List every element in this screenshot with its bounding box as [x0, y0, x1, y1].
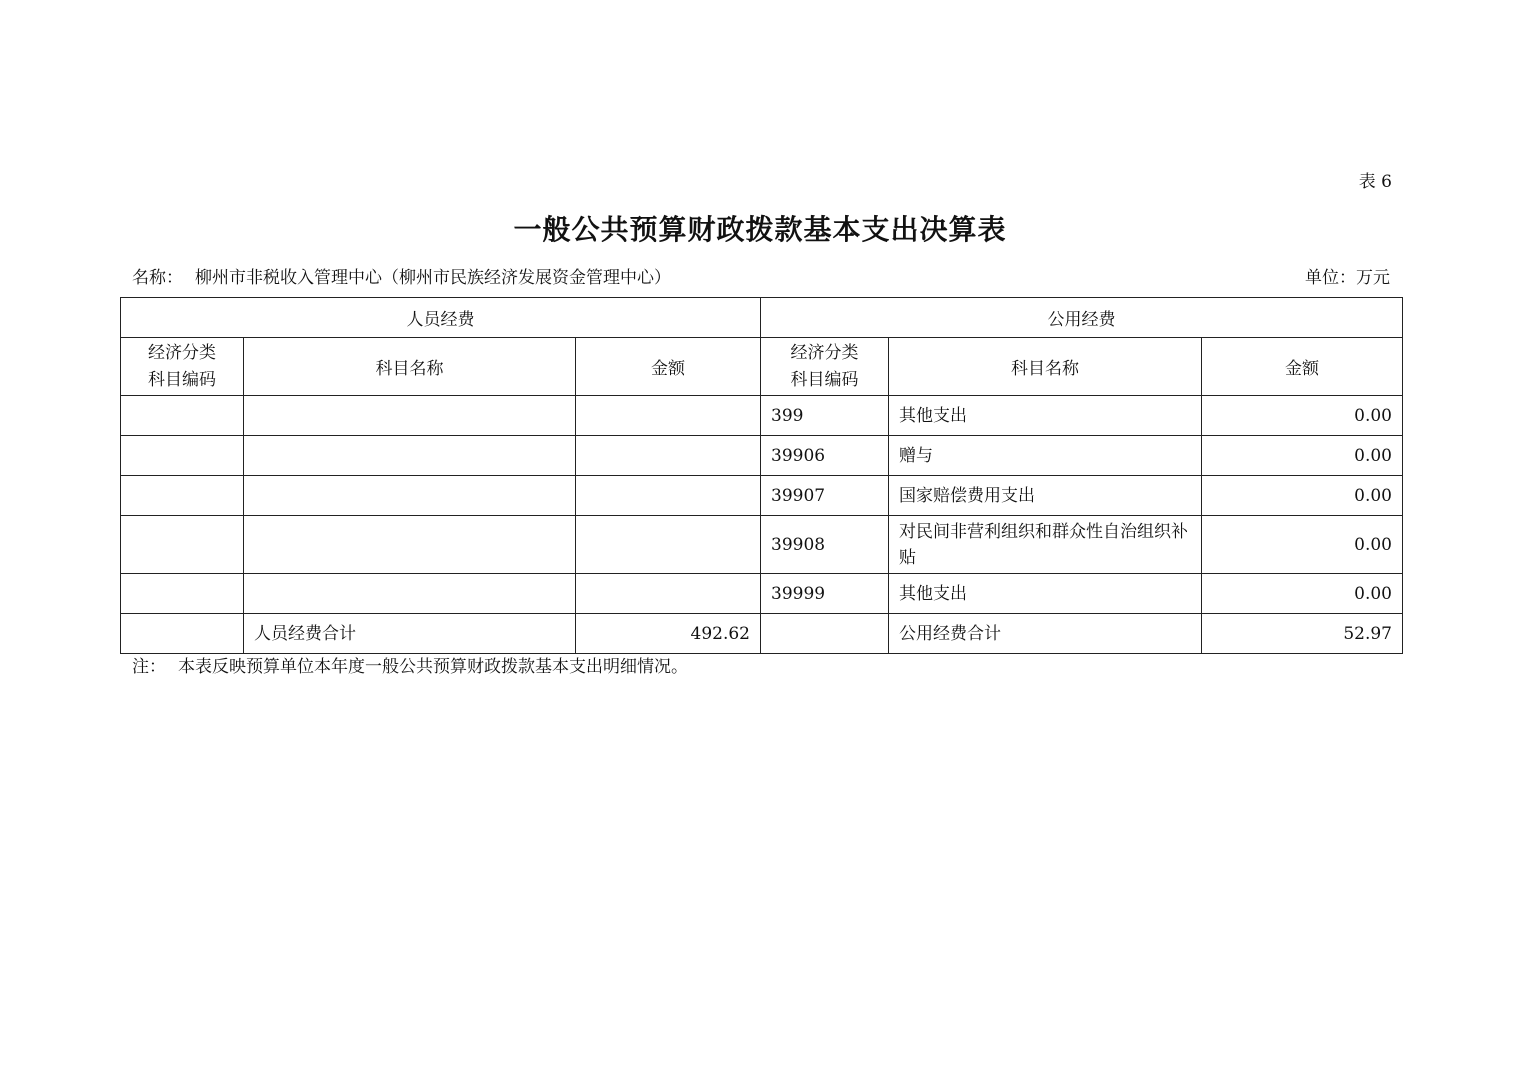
group-header-row — [121, 298, 1403, 338]
unit-name-value: 柳州市非税收入管理中心（柳州市民族经济发展资金管理中心） — [195, 268, 671, 288]
public-code-header — [761, 338, 889, 396]
personnel-code-cell — [121, 476, 244, 516]
currency-unit: 单位：万元 — [1305, 268, 1390, 288]
public-amount-cell: 0.00 — [1202, 516, 1403, 574]
public-code-cell: 39908 — [761, 516, 889, 574]
personnel-code-cell — [121, 436, 244, 476]
public-amount-cell: 0.00 — [1202, 396, 1403, 436]
column-header-row — [121, 338, 1403, 396]
public-subject-cell: 其他支出 — [889, 396, 1202, 436]
public-subject-cell: 赠与 — [889, 436, 1202, 476]
public-amount-cell: 0.00 — [1202, 476, 1403, 516]
personnel-amount-cell — [576, 436, 761, 476]
personnel-code-cell — [121, 396, 244, 436]
personnel-amount-cell — [576, 396, 761, 436]
public-amount-cell: 0.00 — [1202, 436, 1403, 476]
personnel-total-code-cell — [121, 614, 244, 654]
public-subject-cell: 国家赔偿费用支出 — [889, 476, 1202, 516]
public-subject-cell: 其他支出 — [889, 574, 1202, 614]
meta-row — [132, 265, 1390, 291]
public-subject-cell: 对民间非营利组织和群众性自治组织补贴 — [889, 516, 1202, 574]
public-expense-header: 公用经费 — [761, 298, 1403, 338]
code-header-line1: 经济分类 — [790, 342, 859, 363]
table-row — [121, 436, 1403, 476]
personnel-subject-cell — [244, 396, 576, 436]
public-total-amount: 52.97 — [1202, 614, 1403, 654]
personnel-total-amount: 492.62 — [576, 614, 761, 654]
table-row — [121, 396, 1403, 436]
personnel-amount-header: 金额 — [576, 338, 761, 396]
personnel-amount-cell — [576, 516, 761, 574]
personnel-amount-cell — [576, 574, 761, 614]
table-row — [121, 516, 1403, 574]
personnel-amount-cell — [576, 476, 761, 516]
personnel-code-header — [121, 338, 244, 396]
table-row — [121, 574, 1403, 614]
personnel-code-cell — [121, 516, 244, 574]
document-title: 一般公共预算财政拨款基本支出决算表 — [513, 213, 1007, 246]
public-code-cell: 39999 — [761, 574, 889, 614]
code-header-line1: 经济分类 — [148, 342, 216, 363]
public-code-cell: 39907 — [761, 476, 889, 516]
public-amount-cell: 0.00 — [1202, 574, 1403, 614]
public-code-cell: 399 — [761, 396, 889, 436]
code-header-line2: 科目编码 — [790, 369, 859, 390]
unit-name-label: 名称： — [132, 268, 183, 288]
table-row — [121, 476, 1403, 516]
code-header-line2: 科目编码 — [148, 369, 216, 390]
personnel-total-label: 人员经费合计 — [244, 614, 576, 654]
personnel-subject-header: 科目名称 — [244, 338, 576, 396]
footnote — [132, 654, 688, 680]
public-total-label: 公用经费合计 — [889, 614, 1202, 654]
footnote-label: 注： — [132, 657, 166, 677]
personnel-subject-cell — [244, 574, 576, 614]
personnel-code-cell — [121, 574, 244, 614]
table-number: 表 6 — [1358, 172, 1392, 192]
totals-row — [121, 614, 1403, 654]
public-subject-header: 科目名称 — [889, 338, 1202, 396]
personnel-subject-cell — [244, 516, 576, 574]
expenditure-table — [120, 297, 1403, 654]
personnel-subject-cell — [244, 476, 576, 516]
personnel-expense-header: 人员经费 — [121, 298, 761, 338]
public-amount-header: 金额 — [1202, 338, 1403, 396]
public-code-cell: 39906 — [761, 436, 889, 476]
public-total-code-cell — [761, 614, 889, 654]
footnote-text: 本表反映预算单位本年度一般公共预算财政拨款基本支出明细情况。 — [178, 657, 688, 677]
personnel-subject-cell — [244, 436, 576, 476]
